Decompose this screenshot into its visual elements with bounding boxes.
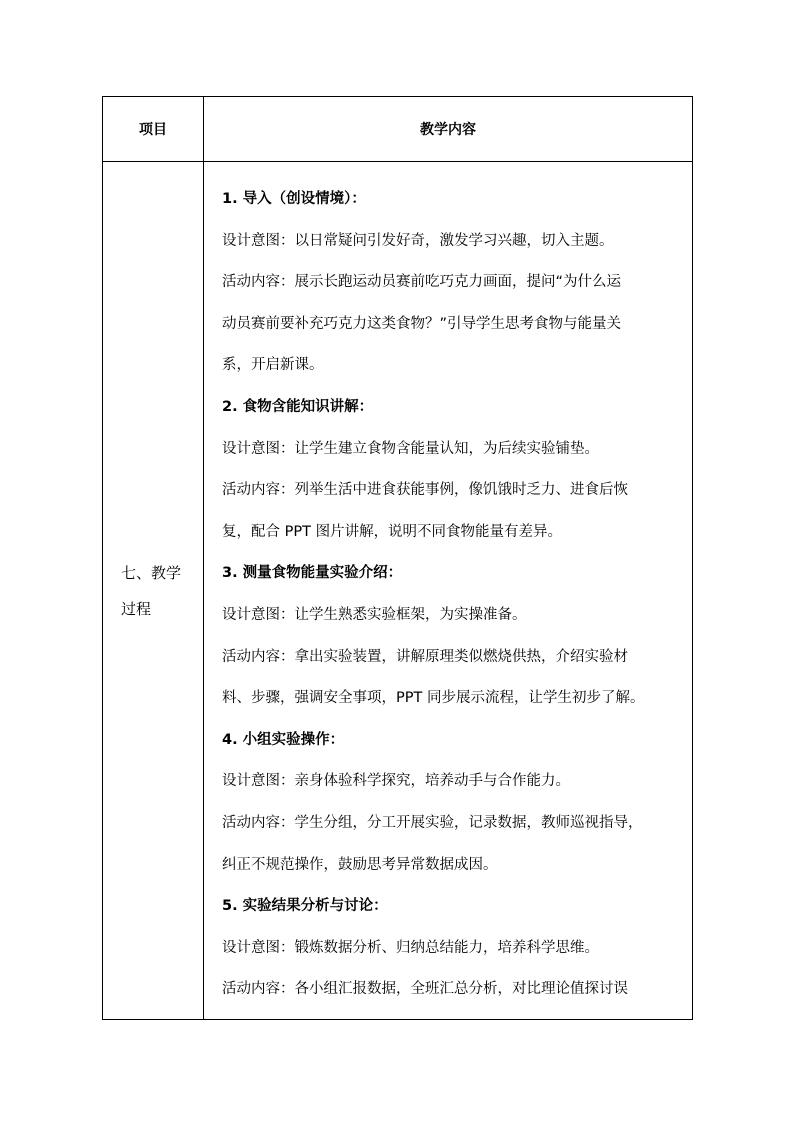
content-line: 活动内容：拿出实验装置，讲解原理类似燃烧供热，介绍实验材 bbox=[222, 648, 628, 665]
teaching-content bbox=[204, 162, 692, 1011]
table-body-row bbox=[103, 162, 693, 1020]
section-heading: 2. 食物含能知识讲解： bbox=[222, 398, 374, 415]
content-line: 活动内容：展示长跑运动员赛前吃巧克力画面，提问“为什么运 bbox=[222, 274, 622, 291]
table-header-row bbox=[103, 97, 693, 162]
content-line: 设计意图：让学生建立食物含能量认知，为后续实验铺垫。 bbox=[222, 440, 599, 457]
section-heading: 4. 小组实验操作： bbox=[222, 731, 345, 748]
content-line: 料、步骤，强调安全事项，PPT 同步展示流程，让学生初步了解。 bbox=[222, 690, 645, 707]
content-line: 设计意图：以日常疑问引发好奇，激发学习兴趣，切入主题。 bbox=[222, 232, 614, 249]
content-line: 设计意图：亲身体验科学探究，培养动手与合作能力。 bbox=[222, 773, 570, 790]
content-line: 设计意图：让学生熟悉实验框架，为实操准备。 bbox=[222, 606, 527, 623]
content-line: 活动内容：学生分组，分工开展实验，记录数据，教师巡视指导， bbox=[222, 814, 643, 831]
content-line: 活动内容：列举生活中进食获能事例，像饥饿时乏力、进食后恢 bbox=[222, 482, 628, 499]
content-line: 活动内容：各小组汇报数据，全班汇总分析，对比理论值探讨误 bbox=[222, 981, 628, 998]
section-heading: 5. 实验结果分析与讨论： bbox=[222, 898, 388, 915]
teaching-content-cell bbox=[204, 162, 693, 1020]
section-heading: 3. 测量食物能量实验介绍： bbox=[222, 565, 403, 582]
section-label-cell bbox=[103, 162, 204, 1020]
header-item-cell: 项目 bbox=[103, 97, 204, 162]
lesson-plan-table bbox=[102, 96, 693, 1020]
section-heading: 1. 导入（创设情境）： bbox=[222, 191, 366, 207]
content-line: 动员赛前要补充巧克力这类食物？”引导学生思考食物与能量关 bbox=[222, 315, 622, 332]
content-line: 纠正不规范操作，鼓励思考异常数据成因。 bbox=[222, 856, 498, 873]
section-label-line-1: 七、教学 bbox=[121, 563, 182, 582]
content-line: 复，配合 PPT 图片讲解，说明不同食物能量有差异。 bbox=[222, 523, 563, 540]
content-line: 系，开启新课。 bbox=[222, 357, 324, 374]
section-label-line-2: 过程 bbox=[121, 599, 152, 618]
content-line: 设计意图：锻炼数据分析、归纳总结能力，培养科学思维。 bbox=[222, 939, 599, 956]
header-content-cell: 教学内容 bbox=[204, 97, 693, 162]
